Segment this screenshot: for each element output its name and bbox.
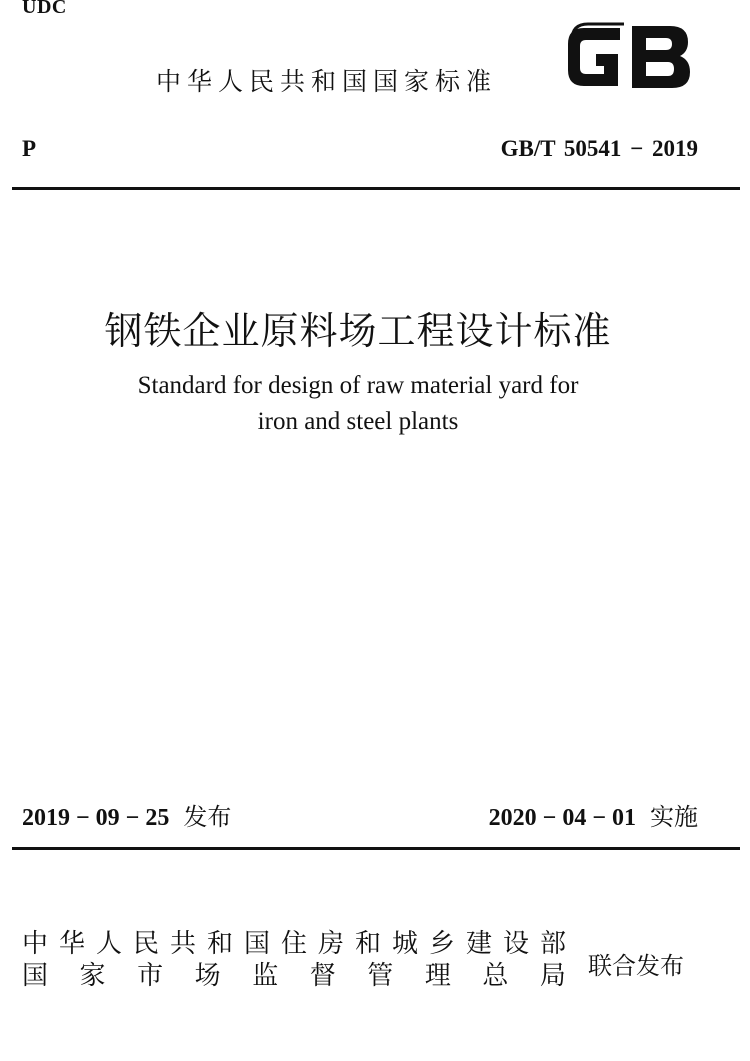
issuer-character: 国 bbox=[22, 961, 49, 991]
national-standard-heading: 中华人民共和国国家标准 bbox=[156, 67, 498, 96]
issuer-character: 民 bbox=[133, 929, 160, 959]
issuer-character: 场 bbox=[194, 961, 221, 991]
issue-label: 发布 bbox=[183, 803, 232, 831]
bottom-divider bbox=[12, 847, 740, 850]
gb-logo bbox=[562, 18, 696, 92]
title-english-line-2: iron and steel plants bbox=[257, 408, 459, 435]
issuer-character: 住 bbox=[281, 929, 308, 959]
issuer-character: 市 bbox=[137, 961, 164, 991]
issuer-character: 总 bbox=[482, 961, 509, 991]
issuer-character: 和 bbox=[207, 929, 234, 959]
issuer-character: 乡 bbox=[429, 929, 456, 959]
issuer-character: 共 bbox=[170, 929, 197, 959]
issue-date: 2019 − 09 − 25 bbox=[22, 805, 170, 831]
issuer-character: 和 bbox=[355, 929, 382, 959]
issuer-character: 理 bbox=[424, 961, 451, 991]
top-divider bbox=[12, 187, 740, 190]
title-chinese: 钢铁企业原料场工程设计标准 bbox=[104, 309, 612, 353]
implementation-label: 实施 bbox=[650, 803, 698, 831]
issuer-character: 国 bbox=[244, 929, 271, 959]
implementation-date-block bbox=[489, 797, 698, 832]
issuing-authorities bbox=[22, 928, 597, 992]
issuer-character: 人 bbox=[96, 929, 123, 959]
issuer-character: 设 bbox=[503, 929, 530, 959]
issuer-character: 督 bbox=[309, 961, 336, 991]
issuer-character: 中 bbox=[22, 929, 49, 959]
issuer-character: 城 bbox=[392, 929, 419, 959]
issuer-character: 房 bbox=[318, 929, 345, 959]
implementation-date: 2020 − 04 − 01 bbox=[488, 805, 636, 831]
issuer-character: 建 bbox=[466, 929, 493, 959]
issuer-administration bbox=[22, 960, 597, 992]
issuer-ministry bbox=[22, 928, 597, 960]
issuer-character: 部 bbox=[540, 929, 567, 959]
gb-logo-mark bbox=[568, 24, 690, 88]
title-english-line-1: Standard for design of raw material yard for bbox=[137, 372, 579, 399]
udc-label: UDC bbox=[22, 0, 67, 18]
issuer-character: 华 bbox=[59, 929, 86, 959]
issuer-character: 局 bbox=[539, 961, 566, 991]
issuer-character: 家 bbox=[79, 961, 106, 991]
issuer-character: 监 bbox=[252, 961, 279, 991]
issuer-character: 管 bbox=[367, 961, 394, 991]
joint-issue-label: 联合发布 bbox=[588, 952, 684, 980]
standard-number: GB/T 50541 − 2019 bbox=[500, 136, 698, 161]
classification-code: P bbox=[22, 136, 37, 161]
issue-date-block bbox=[22, 797, 231, 832]
title-english bbox=[0, 368, 716, 440]
